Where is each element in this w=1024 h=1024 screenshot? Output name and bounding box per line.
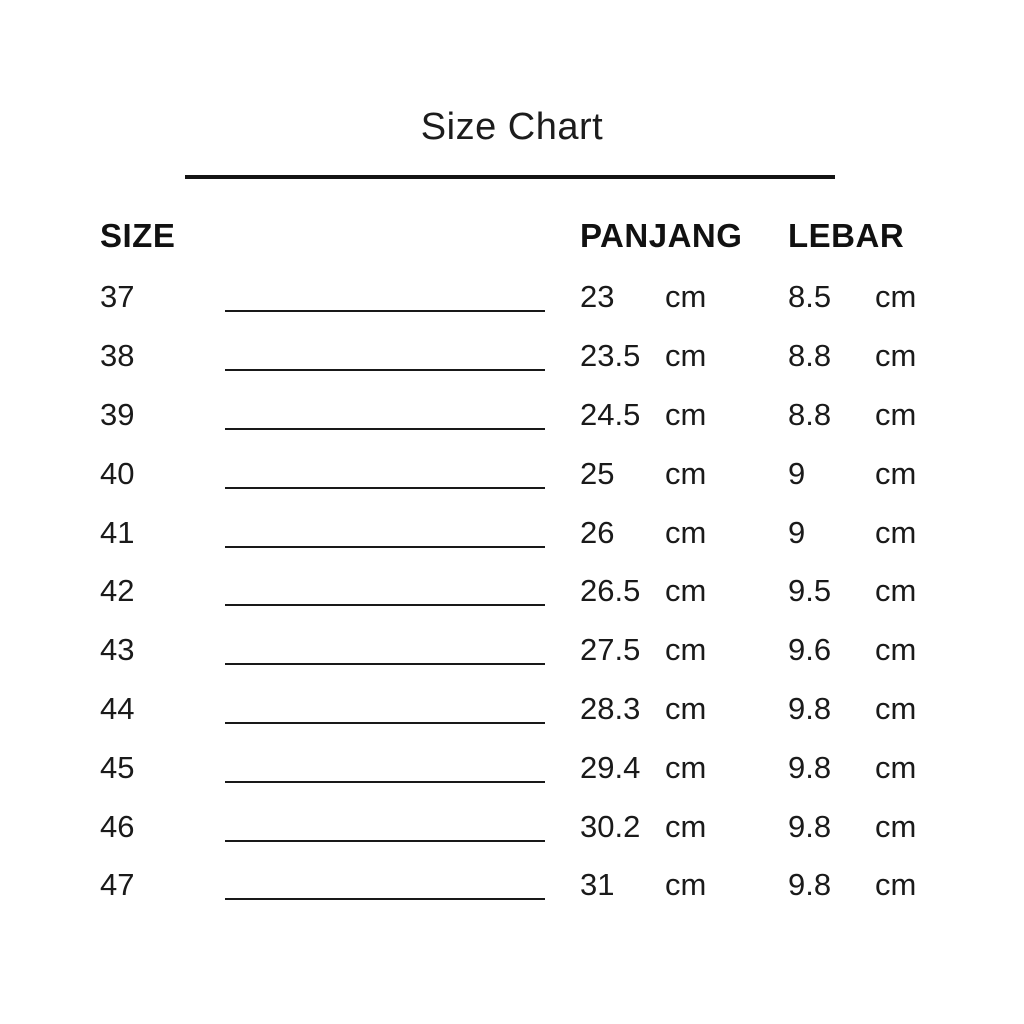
lebar-value: 9.6	[788, 632, 832, 668]
lebar-unit: cm	[875, 808, 917, 844]
row-line	[225, 487, 545, 489]
row-line	[225, 722, 545, 724]
lebar-value: 9.8	[788, 690, 832, 726]
lebar-unit: cm	[875, 749, 917, 785]
table-row	[0, 738, 1024, 797]
lebar-unit: cm	[875, 455, 917, 491]
panjang-value: 24.5	[580, 396, 641, 432]
row-line-cell	[225, 649, 580, 651]
header-panjang: PANJANG	[580, 217, 743, 254]
table-row	[0, 503, 1024, 562]
header-size: SIZE	[100, 217, 176, 254]
panjang-unit: cm	[665, 808, 707, 844]
row-line	[225, 428, 545, 430]
panjang-value: 27.5	[580, 632, 641, 668]
lebar-unit: cm	[875, 690, 917, 726]
panjang-unit: cm	[665, 690, 707, 726]
size-cell: 38	[100, 338, 135, 374]
size-cell: 41	[100, 514, 135, 550]
title-divider	[185, 175, 835, 179]
row-line	[225, 369, 545, 371]
lebar-value: 8.8	[788, 396, 832, 432]
row-line-cell	[225, 767, 580, 769]
row-line-cell	[225, 532, 580, 534]
row-line	[225, 310, 545, 312]
lebar-value: 9	[788, 514, 806, 550]
row-line-cell	[225, 590, 580, 592]
table-row	[0, 268, 1024, 327]
size-cell: 47	[100, 867, 135, 903]
lebar-value: 8.5	[788, 279, 832, 315]
panjang-unit: cm	[665, 514, 707, 550]
size-cell: 40	[100, 455, 135, 491]
lebar-unit: cm	[875, 514, 917, 550]
table-row	[0, 327, 1024, 386]
lebar-value: 9.8	[788, 749, 832, 785]
size-cell: 42	[100, 573, 135, 609]
size-cell: 45	[100, 749, 135, 785]
lebar-unit: cm	[875, 867, 917, 903]
row-line	[225, 840, 545, 842]
lebar-value: 8.8	[788, 338, 832, 374]
table-header-row	[0, 204, 1024, 268]
panjang-value: 26.5	[580, 573, 641, 609]
panjang-unit: cm	[665, 396, 707, 432]
lebar-unit: cm	[875, 573, 917, 609]
table-row	[0, 797, 1024, 856]
row-line	[225, 898, 545, 900]
table-body	[0, 268, 1024, 915]
table-row	[0, 444, 1024, 503]
size-cell: 44	[100, 690, 135, 726]
panjang-value: 23	[580, 279, 615, 315]
lebar-value: 9	[788, 455, 806, 491]
row-line	[225, 546, 545, 548]
lebar-unit: cm	[875, 338, 917, 374]
panjang-value: 30.2	[580, 808, 641, 844]
size-table	[0, 204, 1024, 915]
lebar-unit: cm	[875, 279, 917, 315]
panjang-unit: cm	[665, 749, 707, 785]
lebar-value: 9.5	[788, 573, 832, 609]
lebar-unit: cm	[875, 396, 917, 432]
panjang-value: 26	[580, 514, 615, 550]
lebar-value: 9.8	[788, 867, 832, 903]
panjang-value: 28.3	[580, 690, 641, 726]
table-row	[0, 680, 1024, 739]
panjang-unit: cm	[665, 573, 707, 609]
panjang-value: 25	[580, 455, 615, 491]
panjang-unit: cm	[665, 279, 707, 315]
size-cell: 39	[100, 396, 135, 432]
table-row	[0, 621, 1024, 680]
row-line-cell	[225, 884, 580, 886]
panjang-unit: cm	[665, 455, 707, 491]
table-row	[0, 856, 1024, 915]
row-line-cell	[225, 826, 580, 828]
panjang-value: 31	[580, 867, 615, 903]
size-cell: 37	[100, 279, 135, 315]
row-line-cell	[225, 708, 580, 710]
row-line	[225, 663, 545, 665]
table-row	[0, 386, 1024, 445]
panjang-unit: cm	[665, 632, 707, 668]
row-line	[225, 604, 545, 606]
panjang-unit: cm	[665, 867, 707, 903]
lebar-value: 9.8	[788, 808, 832, 844]
header-lebar: LEBAR	[788, 217, 905, 254]
size-cell: 46	[100, 808, 135, 844]
lebar-unit: cm	[875, 632, 917, 668]
size-cell: 43	[100, 632, 135, 668]
panjang-value: 23.5	[580, 338, 641, 374]
row-line-cell	[225, 414, 580, 416]
row-line-cell	[225, 473, 580, 475]
row-line-cell	[225, 296, 580, 298]
page-title: Size Chart	[420, 106, 604, 148]
row-line	[225, 781, 545, 783]
panjang-unit: cm	[665, 338, 707, 374]
panjang-value: 29.4	[580, 749, 641, 785]
row-line-cell	[225, 355, 580, 357]
table-row	[0, 562, 1024, 621]
